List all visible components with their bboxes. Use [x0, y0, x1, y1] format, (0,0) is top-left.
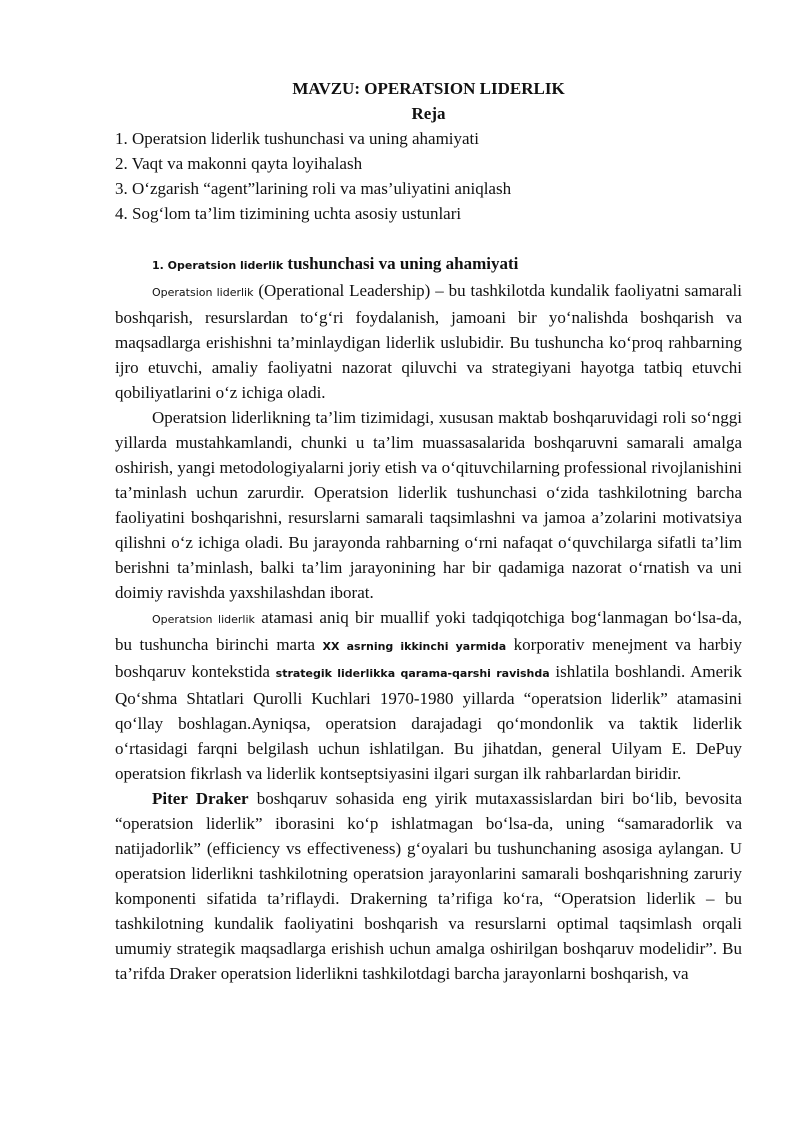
plan-list — [115, 126, 742, 226]
section-heading — [115, 251, 742, 278]
paragraph-1-lead: Operatsion liderlik — [152, 286, 254, 299]
paragraph-3-lead: Operatsion liderlik — [152, 613, 255, 626]
document-title: MAVZU: OPERATSION LIDERLIK — [292, 79, 565, 98]
document-page — [115, 74, 742, 986]
paragraph-4-lead: Piter Draker — [152, 789, 249, 808]
section-heading-rest: tushunchasi va uning ahamiyati — [287, 254, 519, 273]
paragraph-2: Operatsion liderlikning ta’lim tizimidagi, xususan maktab boshqaruvidagi roli so‘nggi yillarda mustahkamlandi, chunki u ta’lim muassasalarida boshqaruvni samarali amalga oshirish, yangi metodologiyalarni joriy etish va o‘qituvchilarning professional rivojlanishini ta’minlash uchun zarurdir. Operatsion liderlik tushunchasi o‘zida tashkilotning barcha faoliyatini boshqarishni, resurslarni samarali taqsimlashni va jamoa a’zolarini motivatsiya qilishni o‘z ichiga oladi. Bu jarayonda rahbarning o‘rni nafaqat o‘quvchilarga sifatli ta’lim berishni ta’minlash, balki ta’lim jarayonining har bir qadamiga nazorat o‘rnatish va uni doimiy ravishda yaxshilashdan iborat. — [115, 408, 742, 602]
plan-item: 3. O‘zgarish “agent”larining roli va mas’uliyatini aniqlash — [115, 179, 512, 198]
section-heading-small: 1. Operatsion liderlik — [152, 259, 284, 272]
plan-item: 4. Sog‘lom ta’lim tizimining uchta asosiy ustunlari — [115, 204, 462, 223]
paragraph-4 — [115, 786, 742, 986]
plan-item: 1. Operatsion liderlik tushunchasi va uning ahamiyati — [115, 129, 480, 148]
plan-item: 2. Vaqt va makonni qayta loyihalash — [115, 154, 363, 173]
paragraph-1-text: (Operational Leadership) – bu tashkilotda kundalik faoliyatni samarali boshqarish, resurslardan to‘g‘ri foydalanish, jamoani bir yo‘nalishda boshqarish va maqsadlarga erishishni ta’minlaydigan liderlik uslubidir. Bu tushuncha ko‘proq rahbarning ijro etuvchi, amaliy faoliyatni nazorat qiluvchi va strategiyani hayotga tatbiq etuvchi qobiliyatlarini o‘z ichiga oladi. — [115, 281, 742, 402]
paragraph-3 — [115, 605, 742, 786]
paragraph-3-text-3: ishlatila boshlandi. Amerik Qo‘shma Shtatlari Qurolli Kuchlari 1970-1980 yillarda “operatsion liderlik” atamasini qo‘llay boshlagan.Ayniqsa, operatsion darajadagi qo‘mondonlik va taktik liderlik o‘rtasidagi farqni belgilash uchun ishlatilgan. Bu jihatdan, general Uilyam E. DePuy operatsion fikrlash va liderlik kontseptsiyasini ilgari surgan ilk rahbarlardan biridir. — [115, 662, 743, 783]
paragraph-3-emphasis-2: strategik liderlikka qarama-qarshi ravishda — [275, 667, 550, 680]
document-subtitle: Reja — [411, 104, 446, 123]
paragraph-3-text-2: korporativ menejment va harbiy boshqaruv kontekstida — [115, 635, 743, 681]
paragraph-1 — [115, 278, 742, 405]
paragraph-3-emphasis-1: XX asrning ikkinchi yarmida — [322, 640, 507, 653]
paragraph-4-text: boshqaruv sohasida eng yirik mutaxassislardan biri bo‘lib, bevosita “operatsion liderlik” iborasini ko‘p ishlatmagan bo‘lsa-da, uning “samaradorlik va natijadorlik” (efficiency vs effectiveness) g‘oyalari bu tushunchaning asosiga aylangan. U operatsion liderlikni tashkilotning operatsion jarayonlarini samarali boshqarishning zaruriy komponenti sifatida ta’riflaydi. Drakerning ta’rifiga ko‘ra, “Operatsion liderlik – bu tashkilotning kundalik faoliyatini boshqarish va resurslarni optimal taqsimlash orqali umumiy strategik maqsadlarga erishish uchun amalga oshirilgan boshqaruv modelidir”. Bu ta’rifda Draker operatsion liderlikni tashkilotdagi barcha jarayonlarni boshqarish, va — [115, 789, 742, 983]
paragraph-3-text-1: atamasi aniq bir muallif yoki tadqiqotchiga bog‘lanmagan bo‘lsa-da, bu tushuncha birinchi marta — [115, 608, 743, 654]
